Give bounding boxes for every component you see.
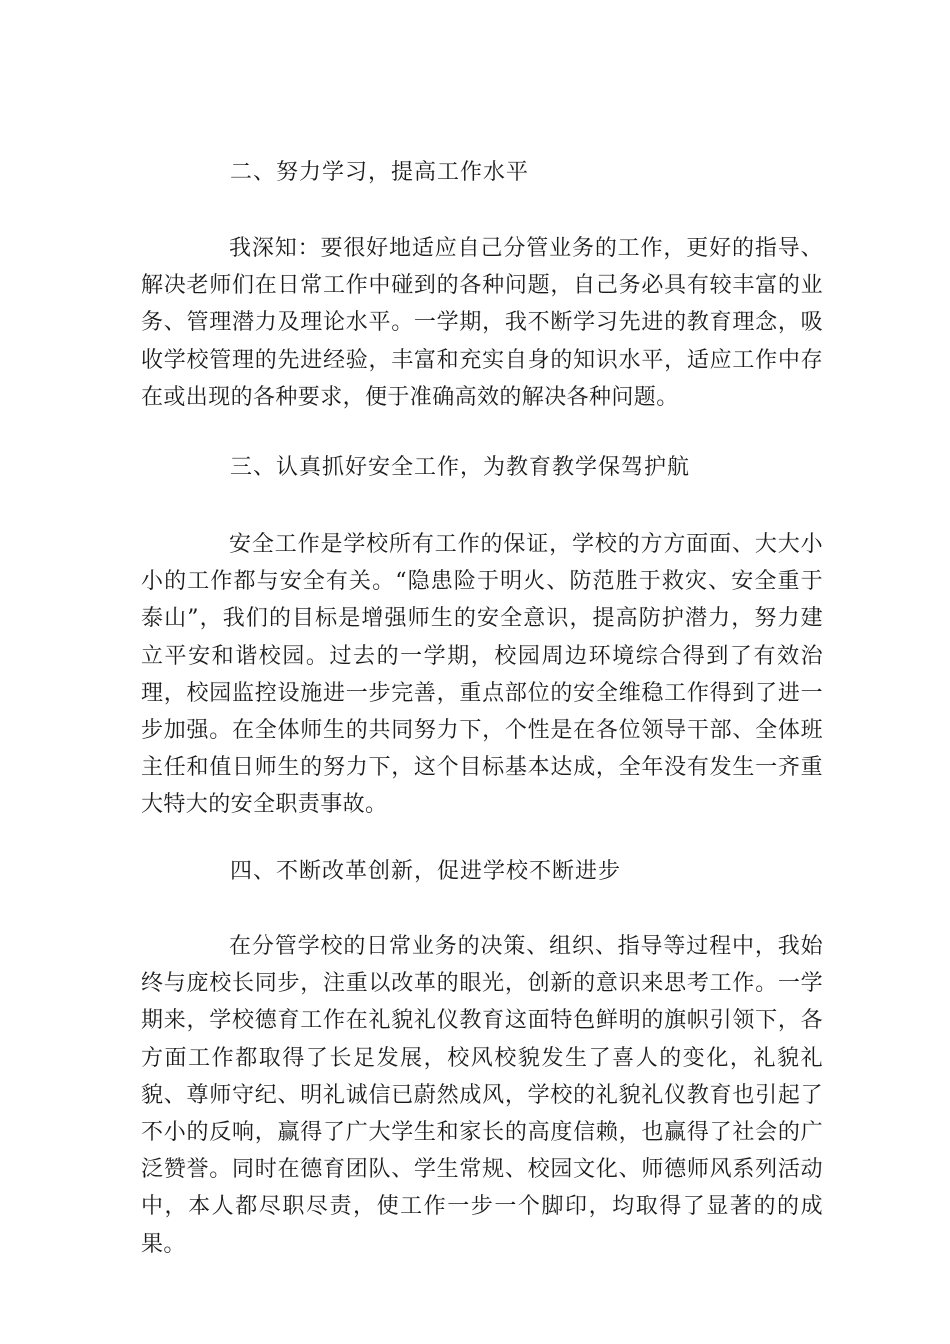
section-heading-3: 三、认真抓好安全工作，为教育教学保驾护航	[230, 455, 691, 480]
section-body-2: 我深知：要很好地适应自己分管业务的工作，更好的指导、解决老师们在日常工作中碰到的各种问题，自己务必具有较丰富的业务、管理潜力及理论水平。一学期，我不断学习先进的教育理念，吸收学校管理的先进经验，丰富和充实自身的知识水平，适应工作中存在或出现的各种要求，便于准确高效的解决各种问题。	[141, 236, 823, 410]
section-heading-4: 四、不断改革创新，促进学校不断进步	[230, 859, 622, 884]
section-heading-2: 二、努力学习，提高工作水平	[230, 160, 530, 185]
section-body-4: 在分管学校的日常业务的决策、组织、指导等过程中，我始终与庞校长同步，注重以改革的眼光，创新的意识来思考工作。一学期来，学校德育工作在礼貌礼仪教育这面特色鲜明的旗帜引领下，各方面工作都取得了长足发展，校风校貌发生了喜人的变化，礼貌礼貌、尊师守纪、明礼诚信已蔚然成风，学校的礼貌礼仪教育也引起了不小的反响，赢得了广大学生和家长的高度信赖，也赢得了社会的广泛赞誉。同时在德育团队、学生常规、校园文化、师德师风系列活动中，本人都尽职尽责，使工作一步一个脚印，均取得了显著的的成果。	[141, 934, 823, 1257]
section-body-3: 安全工作是学校所有工作的保证，学校的方方面面、大大小小的工作都与安全有关。“隐患险于明火、防范胜于救灾、安全重于泰山”，我们的目标是增强师生的安全意识，提高防护潜力，努力建立平安和谐校园。过去的一学期，校园周边环境综合得到了有效治理，校园监控设施进一步完善，重点部位的安全维稳工作得到了进一步加强。在全体师生的共同努力下，个性是在各位领导干部、全体班主任和值日师生的努力下，这个目标基本达成，全年没有发生一齐重大特大的安全职责事故。	[141, 532, 823, 818]
